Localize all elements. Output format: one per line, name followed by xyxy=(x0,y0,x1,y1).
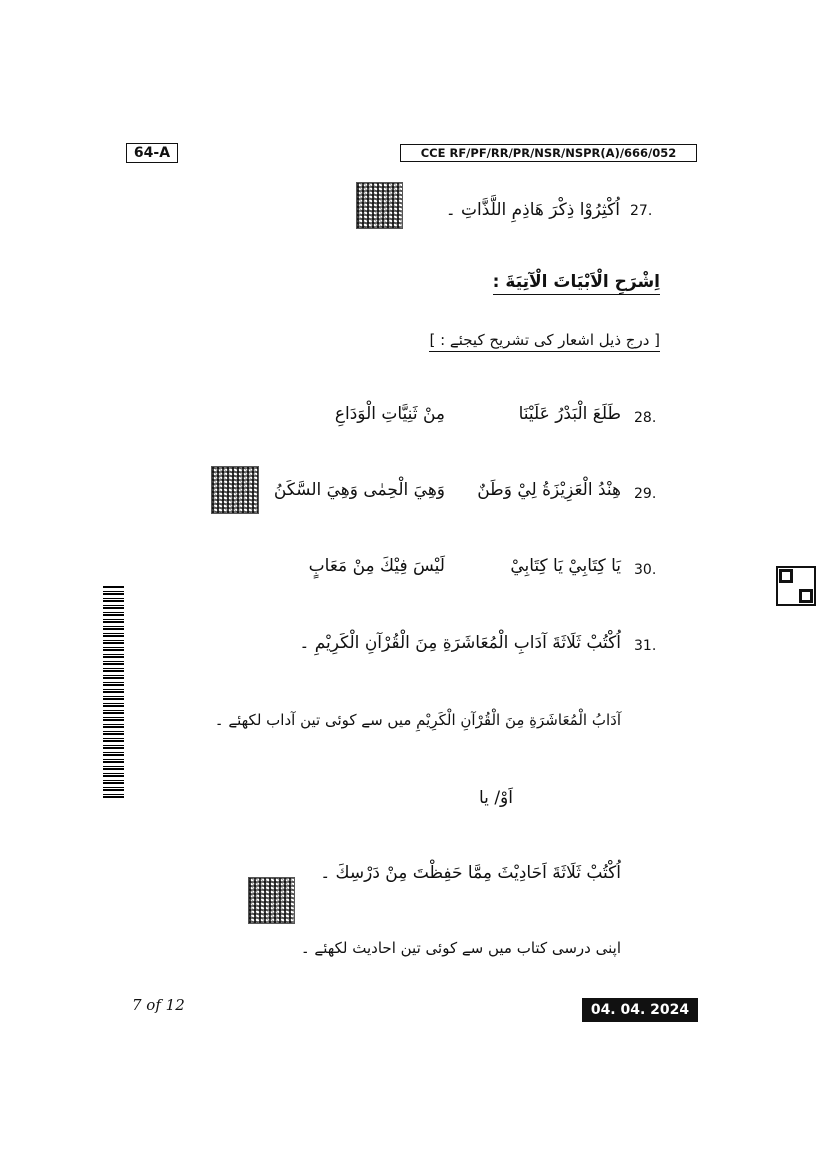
question-number-27: 27. xyxy=(630,203,653,219)
question-number-31: 31. xyxy=(634,638,657,654)
or-separator: اَوْ/ یا xyxy=(479,788,513,808)
section-heading: اِشْرَحِ الْاَبْيَاتَ الْآتِيَةَ : xyxy=(493,272,660,295)
question-30-verse-first: يَا كِتَابِيْ يَا كِتَابِيْ xyxy=(510,556,621,576)
question-29-verse-second: وَهِيَ الْحِمٰى وَهِيَ السَّكَنُ xyxy=(273,480,445,500)
question-31-alt-arabic: اُكْتُبْ ثَلَاثَةَ اَحَادِيْثَ مِمَّا حَفِظْتَ مِنْ دَرْسِكَ ۔ xyxy=(320,863,621,883)
question-number-30: 30. xyxy=(634,562,657,578)
qr-code-icon xyxy=(248,877,295,924)
page-number: 7 of 12 xyxy=(132,996,185,1014)
question-31-arabic: اُكْتُبْ ثَلَاثَةَ آدَابِ الْمُعَاشَرَةِ مِنَ الْقُرْآنِ الْكَرِيْمِ ۔ xyxy=(299,633,621,653)
section-subheading: [ درج ذیل اشعار کی تشریح کیجئے : ] xyxy=(429,331,660,352)
paper-code: 64-A xyxy=(126,143,178,163)
question-31-urdu: آدَابُ الْمُعَاشَرَةِ مِنَ الْقُرْآنِ الْكَرِيْمِ میں سے کوئی تین آداب لکھئے ۔ xyxy=(214,711,621,729)
question-28-verse-second: مِنْ ثَنِيَّاتِ الْوَدَاعِ xyxy=(334,404,445,424)
section-heading-wrapper xyxy=(400,272,660,292)
qr-code-icon xyxy=(776,566,816,606)
question-29-verse-first: هِنْدُ الْعَزِيْزَةُ لِيْ وَطَنٌ xyxy=(477,480,621,500)
barcode-icon xyxy=(103,586,124,798)
question-27-text: اُكْثِرُوْا ذِكْرَ هَاذِمِ اللَّذَّاتِ ۔ xyxy=(445,200,620,220)
question-30-verse-second: لَيْسَ فِيْكَ مِنْ مَعَابٍ xyxy=(308,556,445,576)
question-31-alt-urdu: اپنی درسی کتاب میں سے کوئی تین احادیث لکھئے ۔ xyxy=(300,939,621,957)
section-subheading-wrapper xyxy=(400,330,660,349)
exam-date: 04. 04. 2024 xyxy=(582,998,698,1022)
question-number-28: 28. xyxy=(634,410,657,426)
question-28-verse-first: طَلَعَ الْبَدْرُ عَلَيْنَا xyxy=(518,404,621,424)
question-number-29: 29. xyxy=(634,486,657,502)
series-code: CCE RF/PF/RR/PR/NSR/NSPR(A)/666/052 xyxy=(400,144,697,162)
